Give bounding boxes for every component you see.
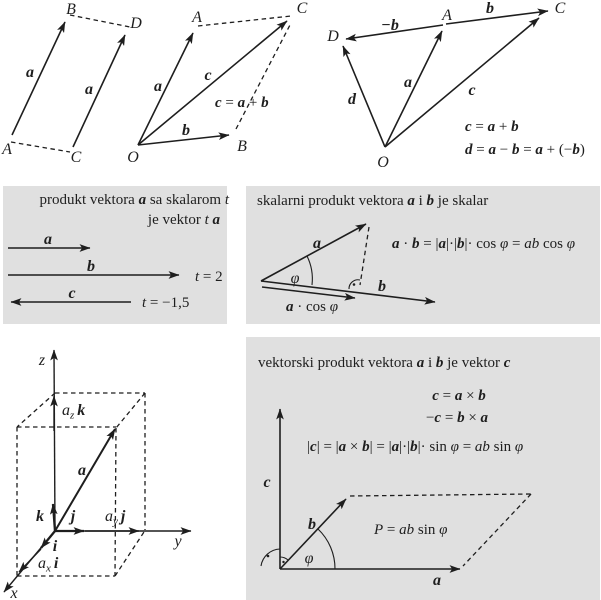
unit-vector-label-i: i [52, 538, 58, 555]
panel-title-line2: je vektor t a [147, 212, 220, 228]
vector-label-c: c [68, 285, 76, 302]
vector-label-a: a [85, 81, 93, 98]
panel-title: vektorski produkt vektora a i b je vektor c [258, 355, 511, 371]
dashed-edge-AC [11, 142, 70, 152]
vector-label-c: c [468, 82, 476, 99]
vector-b-arrow [446, 11, 548, 24]
vector-label-a: a [433, 572, 441, 589]
vector-a-arrow-CD [73, 35, 125, 147]
point-label-A: A [442, 7, 452, 24]
vector-label-a: a [44, 231, 52, 248]
axis-label-x: x [10, 585, 18, 600]
equation-dot-product: a · b = |a|·|b|· cos φ = ab cos φ [392, 236, 576, 252]
z-axis [54, 350, 55, 531]
point-label-B: B [237, 138, 247, 155]
diagram-equal-vectors [1, 1, 142, 166]
vector-label-a: a [154, 78, 162, 95]
angle-label-phi: φ [290, 270, 300, 287]
equation-minus-c-equals-b-cross-a: −c = b × a [425, 410, 489, 426]
vector-label-a: a [78, 462, 86, 479]
vector-label-b: b [308, 516, 316, 533]
vector-label-b: b [378, 278, 386, 295]
vector-a-arrow [385, 31, 442, 147]
vector-label-c: c [204, 67, 212, 84]
point-label-O: O [377, 154, 389, 171]
vector-label-b: b [486, 0, 494, 17]
point-label-C: C [70, 149, 82, 166]
projection-label-a-cos-phi: a · cos φ [286, 299, 339, 315]
unit-vector-label-j: j [70, 508, 76, 525]
vector-label-a: a [313, 235, 321, 252]
panel-cross-product [246, 337, 600, 600]
equation-c-equals-a-plus-b: c = a + b [215, 95, 269, 111]
dashed-edge-BD [70, 15, 130, 27]
point-label-B: B [66, 1, 76, 18]
equation-cross-product-magnitude: |c| = |a × b| = |a|·|b|· sin φ = ab sin φ [307, 439, 524, 455]
equation-d-equals-a-minus-b: d = a − b = a + (−b) [465, 142, 585, 158]
right-angle-dot [353, 283, 356, 286]
panel-title-line1: produkt vektora a sa skalarom t [39, 192, 229, 208]
vector-label-b: b [87, 258, 95, 275]
point-label-A: A [192, 9, 202, 26]
component-label-ay-j: $a_y$ j [105, 508, 126, 528]
dashed-box-edge [115, 428, 116, 576]
axis-label-z: z [38, 352, 46, 369]
diagram-vector-subtraction [326, 0, 585, 171]
vector-label-c: c [263, 474, 271, 491]
dashed-box-edge [115, 532, 144, 576]
vector-label-a: a [26, 64, 34, 81]
component-label-az-k: $a_z$ k [62, 402, 86, 422]
equation-c-equals-a-plus-b: c = a + b [465, 119, 519, 135]
equation-c-equals-a-cross-b: c = a × b [432, 388, 486, 404]
point-label-D: D [327, 28, 339, 45]
axis-label-y: y [174, 533, 182, 550]
vector-label-a: a [404, 74, 412, 91]
point-label-O: O [127, 149, 139, 166]
vector-label-d: d [348, 91, 356, 108]
right-angle-dot [267, 555, 270, 558]
vector-a-arrow-AB [12, 22, 65, 135]
point-label-A: A [2, 141, 12, 158]
scalar-value-t-equals-minus-1-5: t = −1,5 [142, 295, 190, 311]
vector-label-b: b [182, 122, 190, 139]
dashed-edge-AC [198, 16, 291, 26]
point-label-D: D [130, 15, 142, 32]
point-label-C: C [554, 0, 566, 17]
point-label-C: C [296, 0, 308, 17]
vector-label-minus-b: −b [381, 17, 399, 34]
diagram-3d-components [4, 350, 191, 600]
area-label-P-equals-ab-sin-phi: P = ab sin φ [374, 522, 448, 538]
angle-label-phi: φ [304, 550, 314, 567]
scalar-value-t-equals-2: t = 2 [195, 269, 223, 285]
right-angle-dot [282, 561, 284, 563]
component-label-ax-i: $a_x$ i [38, 555, 59, 575]
panel-title: skalarni produkt vektora a i b je skalar [257, 193, 489, 209]
dashed-box-edge [116, 393, 145, 428]
diagram-vector-addition [127, 0, 307, 166]
unit-vector-label-k: k [36, 508, 44, 525]
dashed-box-edge [17, 393, 55, 427]
